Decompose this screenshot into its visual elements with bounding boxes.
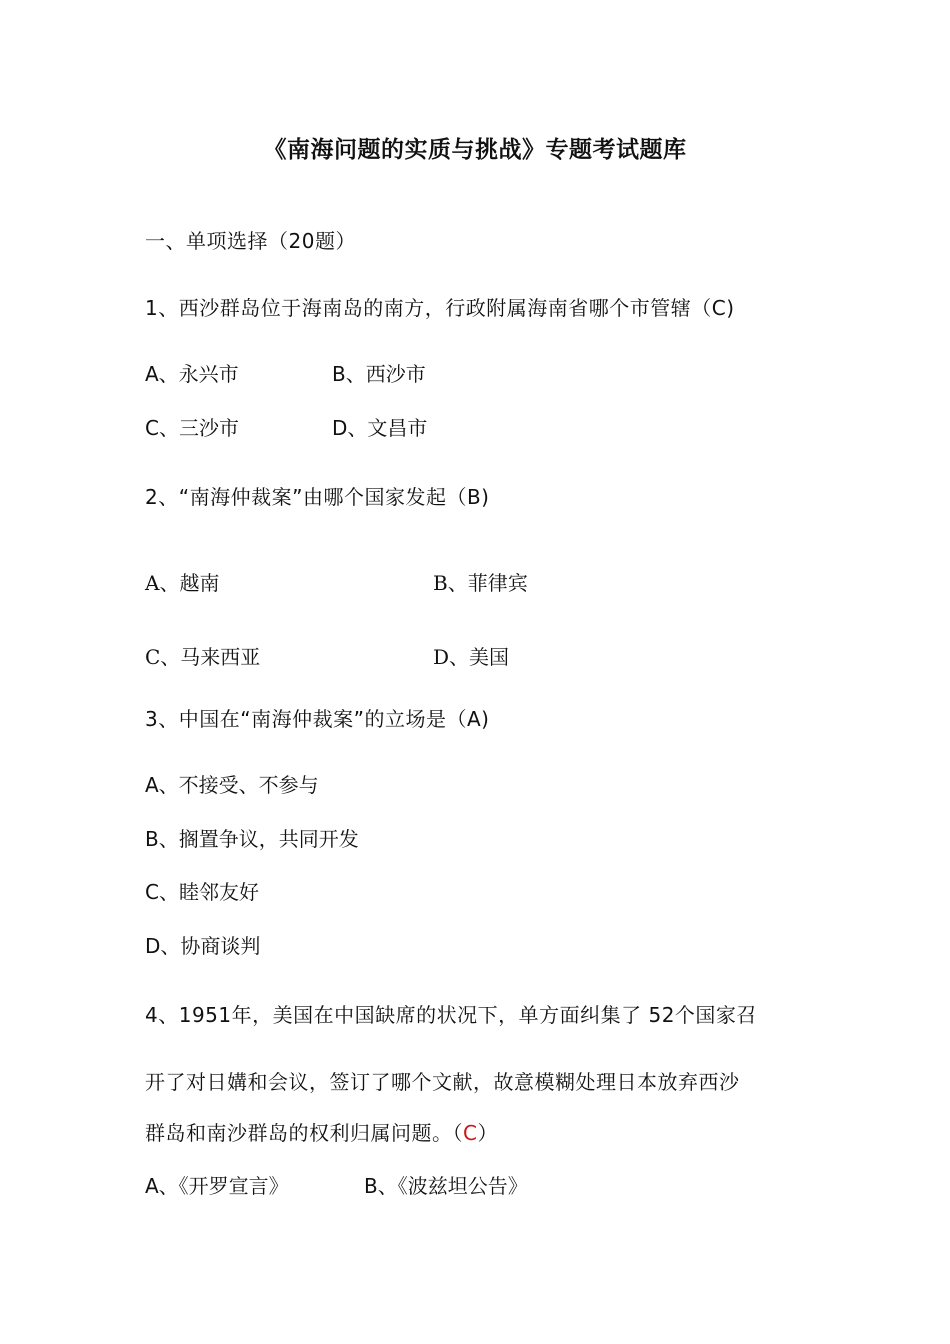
- document-title: 《南海问题的实质与挑战》专题考试题库: [263, 137, 687, 163]
- question-4-option-a: A、《开罗宣言》: [145, 1174, 289, 1198]
- question-4-answer-open: （: [452, 1121, 463, 1145]
- question-4-option-b: B、《波兹坦公告》: [364, 1174, 528, 1198]
- question-2-text: 2、“南海仲裁案”由哪个国家发起（B): [145, 485, 490, 509]
- question-2-option-a: A、越南: [145, 571, 220, 595]
- question-1-option-a: A、永兴市: [145, 362, 239, 386]
- question-4-text-line-3-body: 群岛和南沙群岛的权利归属问题。: [145, 1121, 453, 1145]
- question-1-option-b: B、西沙市: [332, 362, 426, 386]
- question-1-option-c: C、三沙市: [145, 416, 239, 440]
- question-4-answer: C: [463, 1121, 478, 1145]
- question-1-text: 1、西沙群岛位于海南岛的南方，行政附属海南省哪个市管辖（C): [145, 296, 735, 320]
- question-4-text-line-2: 开了对日媾和会议，签订了哪个文献，故意模糊处理日本放弃西沙: [145, 1070, 740, 1094]
- question-3-option-d: D、协商谈判: [145, 934, 261, 958]
- section-heading: 一、单项选择（20题）: [145, 229, 356, 253]
- question-4-text-line-1: 4、1951年，美国在中国缺席的状况下，单方面纠集了 52个国家召: [145, 1003, 757, 1027]
- question-2-option-d: D、美国: [433, 645, 510, 669]
- question-4-text-line-3: [145, 1120, 498, 1146]
- question-3-option-a: A、不接受、不参与: [145, 773, 319, 797]
- question-3-option-b: B、搁置争议，共同开发: [145, 827, 359, 851]
- question-3-option-c: C、睦邻友好: [145, 880, 259, 904]
- question-1-option-d: D、文昌市: [332, 416, 428, 440]
- question-3-text: 3、中国在“南海仲裁案”的立场是（A): [145, 707, 490, 731]
- question-2-option-b: B、菲律宾: [433, 571, 528, 595]
- question-4-answer-close: ）: [477, 1121, 498, 1145]
- question-2-option-c: C、马来西亚: [145, 645, 261, 669]
